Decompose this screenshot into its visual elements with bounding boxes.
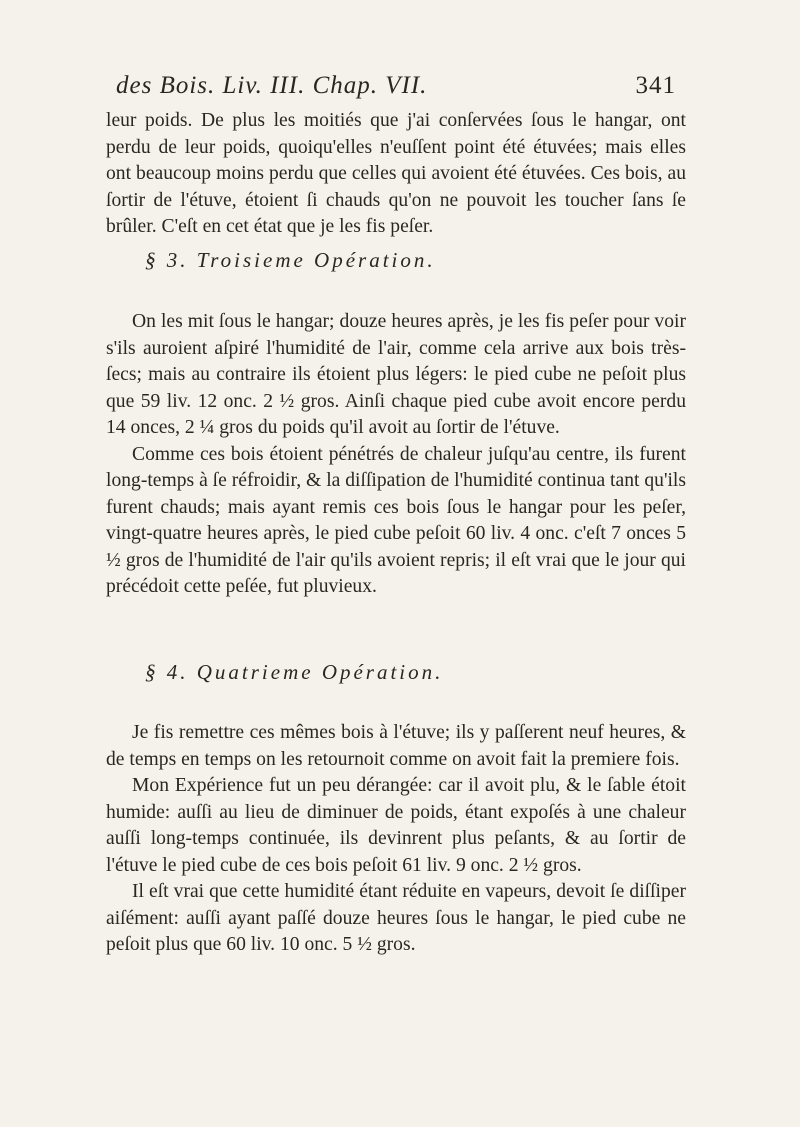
- paragraph-5: Mon Expérience fut un peu dérangée: car il avoit plu, & le ſable étoit humide: auſſi au lieu de diminuer de poids, étant expoſés à une chaleur auſſi long-temps continuée, ils devinrent plus peſants, & au ſortir de l'étuve le pied cube de ces bois peſoit 61 liv. 9 onc. 2 ½ gros.: [106, 775, 686, 876]
- running-head: des Bois. Liv. III. Chap. VII.: [116, 72, 428, 99]
- text-block-3: [106, 720, 686, 959]
- text-block-1: [106, 108, 686, 241]
- text-block-2: [106, 309, 686, 601]
- paragraph-2: On les mit ſous le hangar; douze heures après, je les fis peſer pour voir s'ils auroient aſpiré l'humidité de l'air, comme cela arrive aux bois très-ſecs; mais au contraire ils étoient plus légers: le pied cube ne peſoit plus que 59 liv. 12 onc. 2 ½ gros. Ainſi chaque pied cube avoit encore perdu 14 onces, 2 ¼ gros du poids qu'il avoit au ſortir de l'étuve.: [106, 311, 686, 438]
- paragraph-6: Il eſt vrai que cette humidité étant réduite en vapeurs, devoit ſe diſſiper aiſément: auſſi ayant paſſé douze heures ſous le hangar, le pied cube ne peſoit plus que 60 liv. 10 onc. 5 ½ gros.: [106, 881, 686, 955]
- running-header: [116, 72, 676, 106]
- section-3-heading: § 3. Troisieme Opération.: [145, 248, 436, 272]
- section-4-heading: § 4. Quatrieme Opération.: [145, 660, 444, 684]
- paragraph-1: leur poids. De plus les moitiés que j'ai conſervées ſous le hangar, ont perdu de leur poids, quoiqu'elles n'euſſent point été étuvées; mais elles ont beaucoup moins perdu que celles qui avoient été étuvées. Ces bois, au ſortir de l'étuve, étoient ſi chauds qu'on ne pouvoit les toucher ſans ſe brûler. C'eſt en cet état que je les fis peſer.: [106, 110, 686, 237]
- paragraph-3: Comme ces bois étoient pénétrés de chaleur juſqu'au centre, ils furent long-temps à ſe réfroidir, & la diſſipation de l'humidité continua tant qu'ils furent chauds; mais ayant remis ces bois ſous le hangar pour les peſer, vingt-quatre heures après, le pied cube peſoit 60 liv. 4 onc. c'eſt 7 onces 5 ½ gros de l'humidité de l'air qu'ils avoient repris; il eſt vrai que le jour qui précédoit cette peſée, fut pluvieux.: [106, 443, 686, 597]
- page-number: 341: [635, 72, 676, 99]
- paragraph-4: Je fis remettre ces mêmes bois à l'étuve; ils y paſſerent neuf heures, & de temps en temps on les retournoit comme on avoit fait la premiere fois.: [106, 722, 686, 770]
